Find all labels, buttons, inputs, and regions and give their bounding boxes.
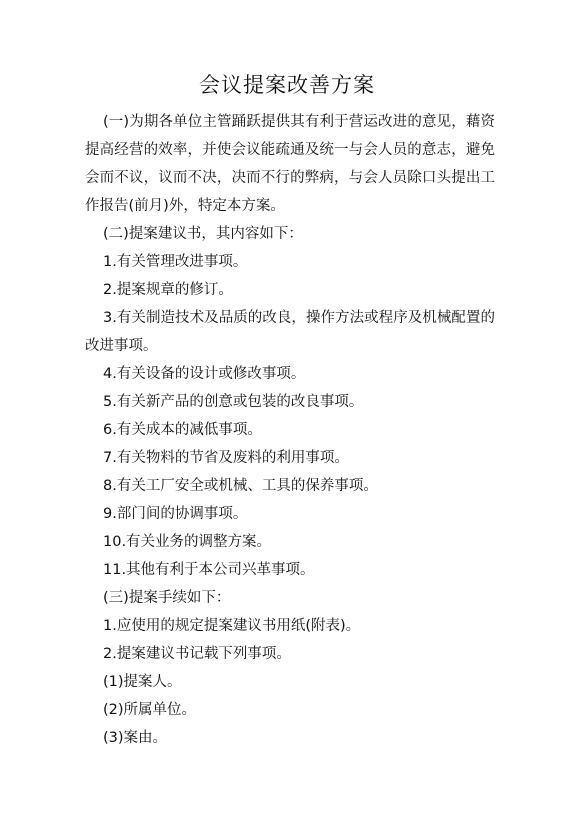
paragraph: (3)案由。 xyxy=(103,730,168,746)
paragraph: (1)提案人。 xyxy=(103,674,182,690)
paragraph: 9.部门间的协调事项。 xyxy=(103,506,248,522)
paragraph: 2.提案建议书记载下列事项。 xyxy=(103,646,291,662)
paragraph: (二)提案建议书，其内容如下： xyxy=(103,226,303,242)
paragraph: 2.提案规章的修订。 xyxy=(103,282,233,298)
paragraph: (三)提案手续如下： xyxy=(103,590,231,606)
paragraph: 6.有关成本的减低事项。 xyxy=(103,422,262,438)
paragraph: 7.有关物料的节省及废料的利用事项。 xyxy=(103,450,349,466)
paragraph: (一)为期各单位主管踊跃提供其有利于营运改进的意见，藉资提高经营的效率，并使会议能疏通及统一与会人员的意志，避免会而不议，议而不决，决而不行的弊病，与会人员除口头提出工作报告(前月)外，特定本方案。 xyxy=(85,114,495,214)
paragraph: 4.有关设备的设计或修改事项。 xyxy=(103,366,306,382)
paragraph: 8.有关工厂安全或机械、工具的保养事项。 xyxy=(103,478,378,494)
paragraph: 10.有关业务的调整方案。 xyxy=(103,534,272,550)
paragraph: 5.有关新产品的创意或包装的改良事项。 xyxy=(103,394,364,410)
paragraph: 11.其他有利于本公司兴革事项。 xyxy=(103,562,315,578)
document-title: 会议提案改善方案 xyxy=(199,73,375,97)
document-body xyxy=(85,108,495,752)
paragraph: 3.有关制造技术及品质的改良，操作方法或程序及机械配置的改进事项。 xyxy=(85,310,495,354)
paragraph: (2)所属单位。 xyxy=(103,702,197,718)
paragraph: 1.有关管理改进事项。 xyxy=(103,254,248,270)
paragraph: 1.应使用的规定提案建议书用纸(附表)。 xyxy=(103,618,361,634)
